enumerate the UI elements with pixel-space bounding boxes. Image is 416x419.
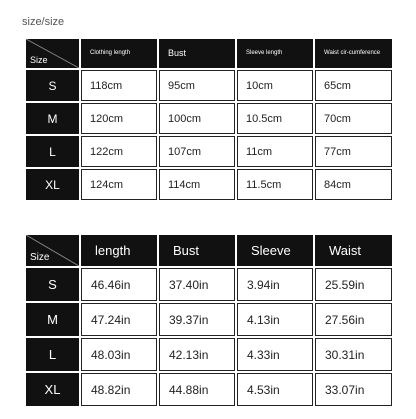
value-cell: 33.07in <box>315 373 392 406</box>
column-header-waist: Waist <box>315 235 392 266</box>
value-cell: 30.31in <box>315 338 392 371</box>
size-header-cell <box>26 39 79 68</box>
table-row <box>26 373 392 406</box>
size-cell: XL <box>26 373 79 406</box>
value-cell: 44.88in <box>159 373 235 406</box>
value-cell: 107cm <box>159 136 235 167</box>
size-cell: L <box>26 136 79 167</box>
table-row <box>26 303 392 336</box>
table-header-row <box>26 235 392 266</box>
value-cell: 84cm <box>315 169 392 200</box>
page-heading: size/size <box>22 16 65 28</box>
value-cell: 95cm <box>159 70 235 101</box>
size-cell: XL <box>26 169 79 200</box>
value-cell: 4.53in <box>237 373 313 406</box>
table-row <box>26 103 392 134</box>
value-cell: 124cm <box>81 169 157 200</box>
value-cell: 46.46in <box>81 268 157 301</box>
value-cell: 11cm <box>237 136 313 167</box>
value-cell: 3.94in <box>237 268 313 301</box>
value-cell: 25.59in <box>315 268 392 301</box>
value-cell: 4.33in <box>237 338 313 371</box>
value-cell: 77cm <box>315 136 392 167</box>
value-cell: 122cm <box>81 136 157 167</box>
column-header-bust: Bust <box>159 39 235 68</box>
column-header-length: length <box>81 235 157 266</box>
value-cell: 10cm <box>237 70 313 101</box>
value-cell: 120cm <box>81 103 157 134</box>
value-cell: 27.56in <box>315 303 392 336</box>
value-cell: 70cm <box>315 103 392 134</box>
column-header-sleeve: Sleeve <box>237 235 313 266</box>
table-header-row <box>26 39 392 68</box>
size-header-label: Size <box>30 252 50 263</box>
value-cell: 114cm <box>159 169 235 200</box>
value-cell: 48.82in <box>81 373 157 406</box>
size-cell: M <box>26 303 79 336</box>
size-header-cell <box>26 235 79 266</box>
value-cell: 42.13in <box>159 338 235 371</box>
value-cell: 37.40in <box>159 268 235 301</box>
table-row <box>26 268 392 301</box>
value-cell: 118cm <box>81 70 157 101</box>
value-cell: 4.13in <box>237 303 313 336</box>
size-cell: S <box>26 70 79 101</box>
size-cell: S <box>26 268 79 301</box>
size-header-label: Size <box>30 55 48 65</box>
table-row <box>26 70 392 101</box>
table-row <box>26 338 392 371</box>
column-header-clothing-length: Clothing length <box>81 39 157 68</box>
column-header-sleeve-length: Sleeve length <box>237 39 313 68</box>
value-cell: 11.5cm <box>237 169 313 200</box>
table-row <box>26 169 392 200</box>
value-cell: 39.37in <box>159 303 235 336</box>
size-table-cm <box>24 37 394 202</box>
size-cell: M <box>26 103 79 134</box>
column-header-waist: Waist cir-cumference <box>315 39 392 68</box>
value-cell: 10.5cm <box>237 103 313 134</box>
value-cell: 65cm <box>315 70 392 101</box>
column-header-bust: Bust <box>159 235 235 266</box>
value-cell: 100cm <box>159 103 235 134</box>
value-cell: 47.24in <box>81 303 157 336</box>
table-row <box>26 136 392 167</box>
size-table-in <box>24 233 394 408</box>
size-cell: L <box>26 338 79 371</box>
value-cell: 48.03in <box>81 338 157 371</box>
